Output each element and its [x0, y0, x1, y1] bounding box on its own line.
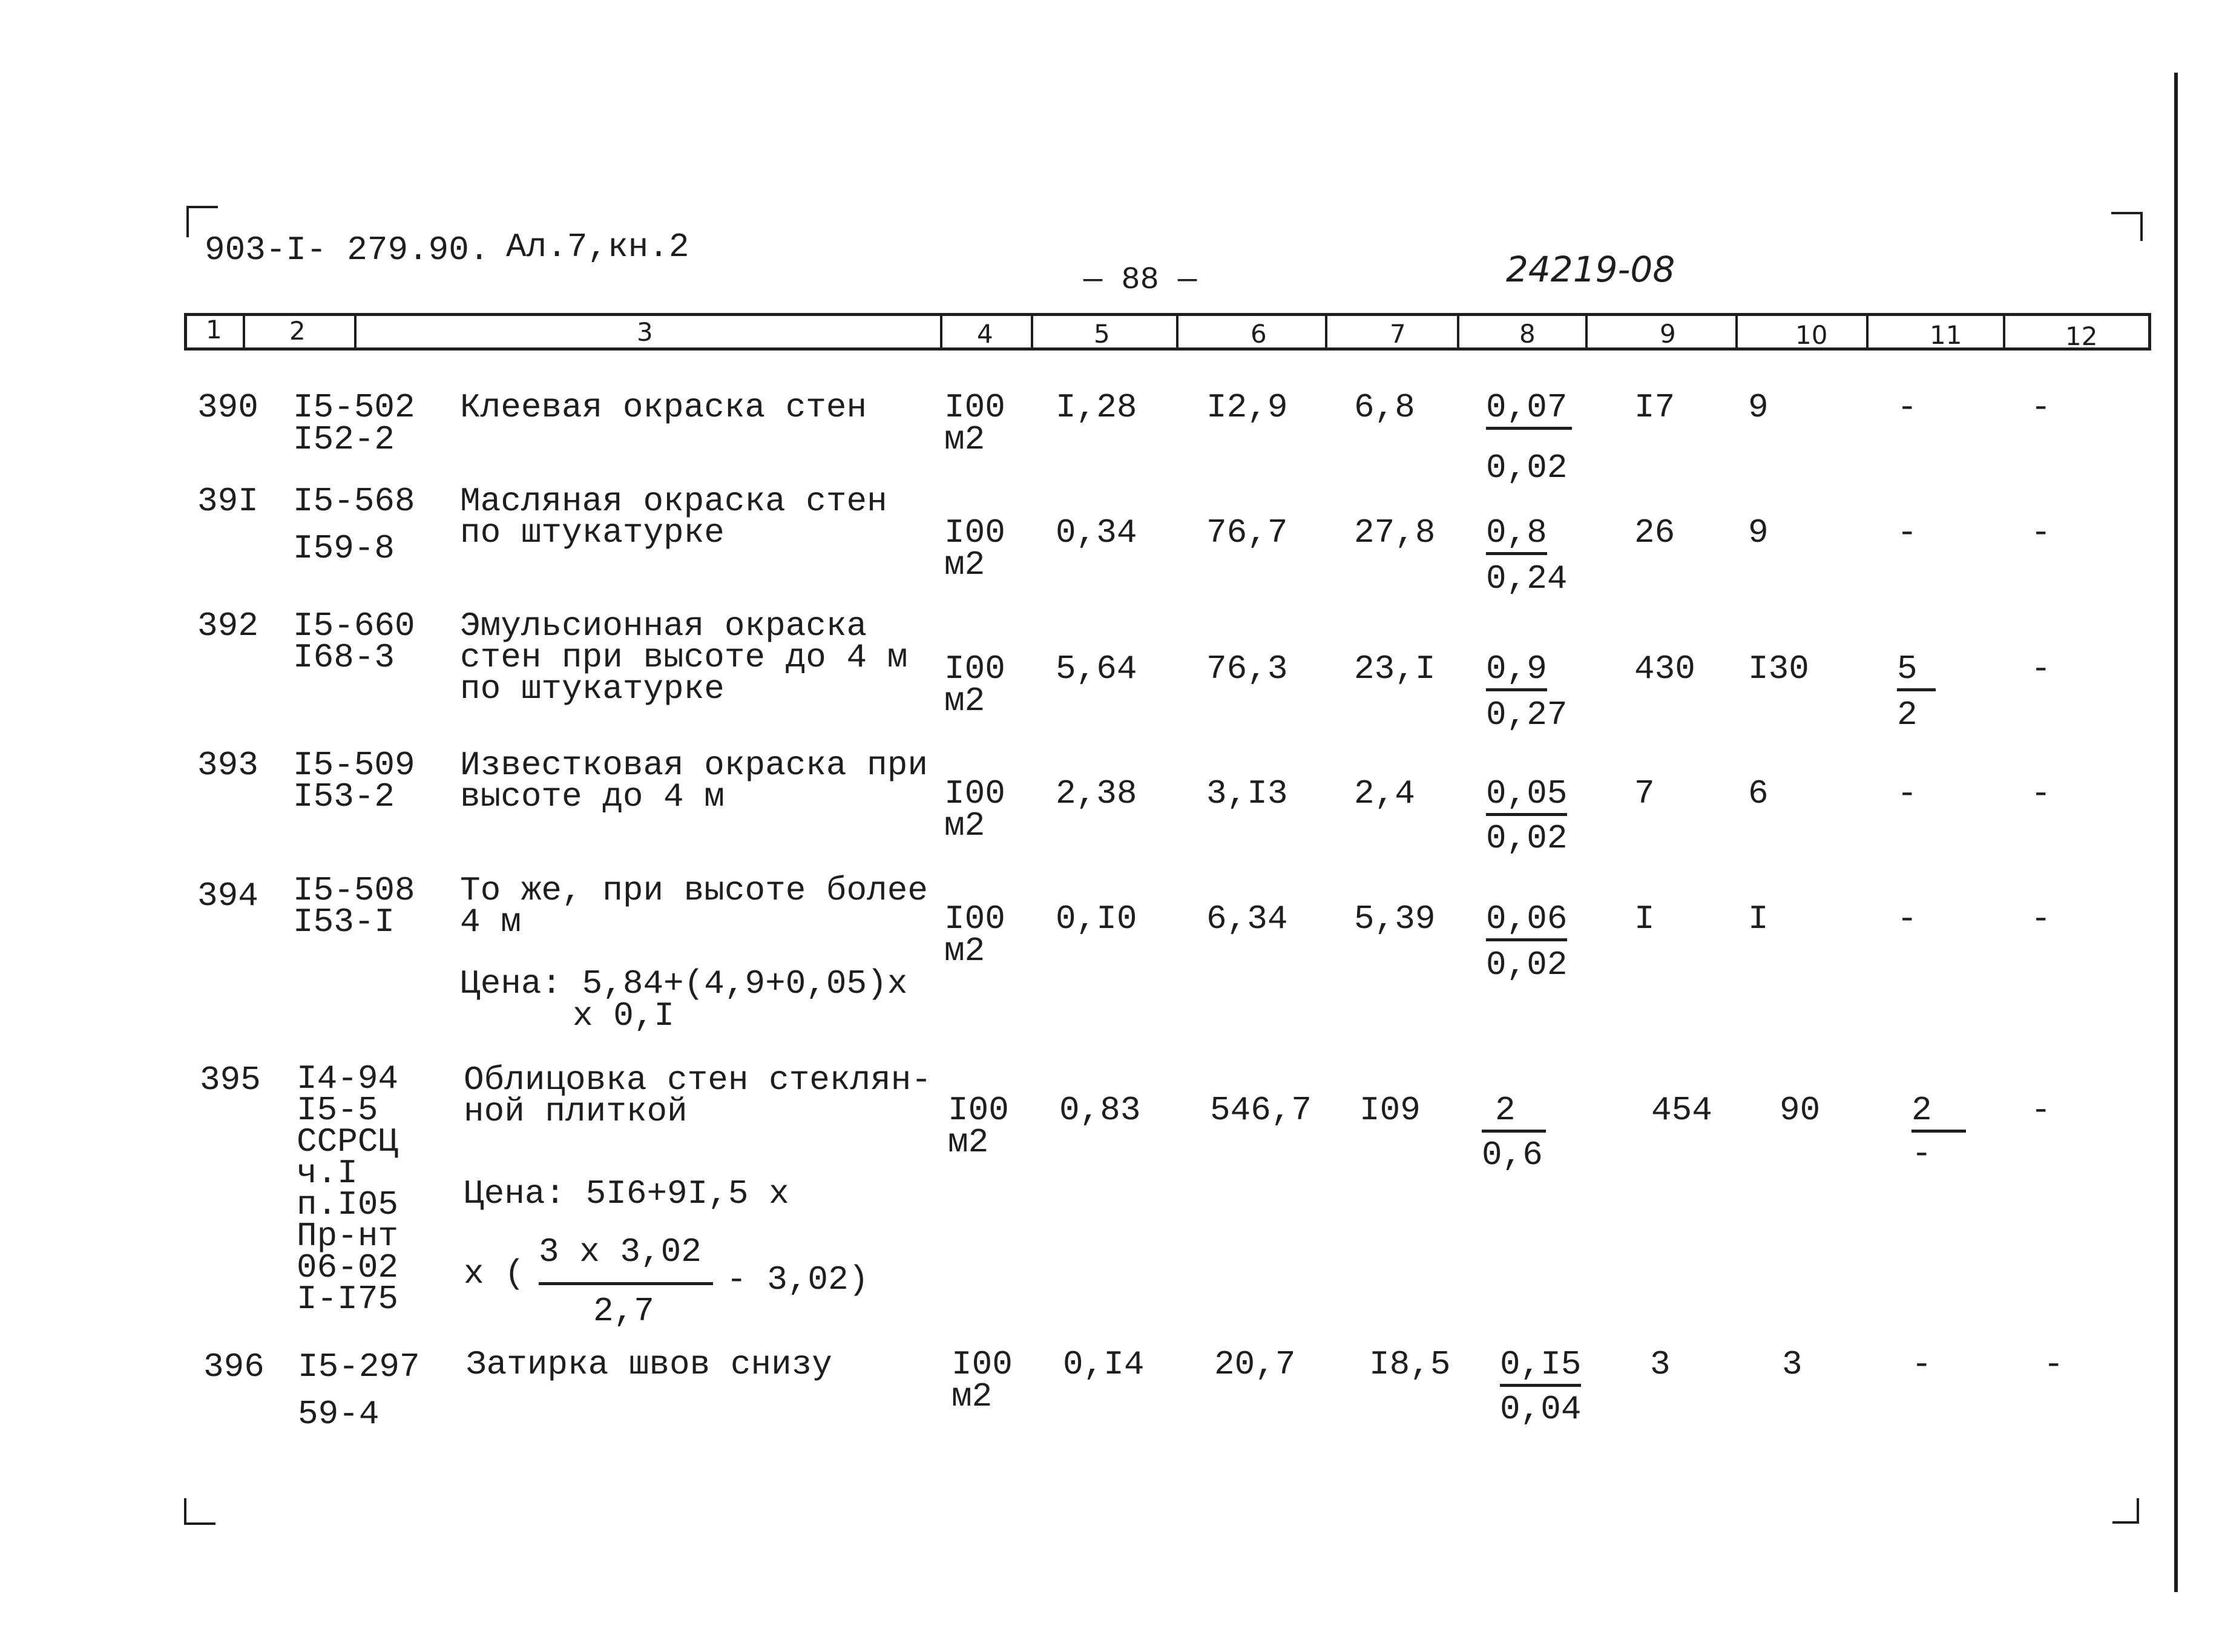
unit: I00 [944, 388, 1005, 427]
col5-value: 5,64 [1056, 650, 1137, 688]
unit: I00 [944, 900, 1005, 938]
row-number: 395 [200, 1061, 261, 1099]
col10-value: 90 [1780, 1091, 1821, 1130]
unit: I00 [952, 1345, 1013, 1384]
col12-value: - [2031, 388, 2051, 427]
unit: м2 [944, 545, 985, 584]
scan-edge-line [2174, 73, 2178, 1592]
col5-value: I,28 [1056, 388, 1137, 427]
unit: I00 [944, 774, 1005, 813]
price-formula: х ( [464, 1254, 525, 1293]
col9-value: I7 [1634, 388, 1675, 427]
page-number: — 88 — [1083, 262, 1197, 298]
norm-code: I4-94 [297, 1059, 399, 1098]
col11-value: - [1897, 388, 1918, 427]
col9-value: 7 [1634, 774, 1655, 813]
norm-code: I5-509 [293, 746, 415, 785]
col8-top: 0,8 [1486, 516, 1547, 555]
col12-value: - [2031, 650, 2051, 688]
col8-bottom: 0,27 [1486, 696, 1568, 734]
work-description: Известковая окраска при [460, 746, 928, 785]
col10-value: I30 [1748, 650, 1809, 688]
col8-bottom: 0,24 [1486, 559, 1568, 598]
norm-code: I53-2 [293, 777, 395, 816]
unit: м2 [944, 682, 985, 720]
col11-value: - [1911, 1345, 1932, 1384]
unit: I00 [948, 1091, 1009, 1130]
col10-value: 9 [1748, 513, 1769, 552]
fraction-denominator: 2,7 [593, 1292, 654, 1331]
norm-code: ССРСЦ [297, 1122, 399, 1161]
col9-value: 454 [1651, 1091, 1712, 1130]
col7-value: 6,8 [1354, 388, 1415, 427]
col8-bottom: 0,02 [1486, 946, 1568, 984]
col7-value: 2,4 [1354, 774, 1415, 813]
col6-value: 20,7 [1214, 1345, 1296, 1384]
col11-bottom: 2 [1897, 696, 1918, 734]
col8-top: 2 [1482, 1093, 1546, 1133]
norm-code: I5-508 [293, 871, 415, 910]
col12-value: - [2031, 1091, 2051, 1130]
handwritten-number: 24219-08 [1506, 249, 1675, 290]
col8-top: 0,9 [1486, 652, 1547, 691]
column-header-11: 11 [1930, 320, 1962, 350]
norm-code: I-I75 [297, 1280, 399, 1318]
col10-value: 3 [1782, 1345, 1803, 1384]
fraction-bar [539, 1282, 713, 1285]
col6-value: 76,3 [1206, 650, 1288, 688]
col12-value: - [2031, 513, 2051, 552]
unit: м2 [944, 420, 985, 459]
price-formula: - 3,02) [726, 1260, 869, 1299]
norm-code: 59-4 [298, 1395, 380, 1433]
work-description: То же, при высоте более [460, 871, 928, 910]
unit: I00 [944, 513, 1005, 552]
col7-value: 5,39 [1354, 900, 1436, 938]
norm-code: I5-660 [293, 607, 415, 645]
column-header-1: 1 [206, 315, 222, 344]
col5-value: 0,83 [1059, 1091, 1141, 1130]
norm-code: I5-568 [293, 482, 415, 521]
work-description: Клеевая окраска стен [460, 388, 867, 427]
norm-code: I52-2 [293, 420, 395, 459]
col11-top: 5 [1897, 652, 1936, 691]
col7-value: 23,I [1354, 650, 1436, 688]
norm-code: 06-02 [297, 1248, 399, 1287]
work-description: Эмульсионная окраска [460, 607, 867, 645]
work-description: Затирка швов снизу [466, 1345, 832, 1384]
work-description: высоте до 4 м [460, 777, 725, 816]
row-number: 390 [197, 388, 258, 427]
row-number: 393 [197, 746, 258, 785]
norm-code: I68-3 [293, 638, 395, 677]
column-header-4: 4 [977, 319, 993, 349]
norm-code: I59-8 [293, 529, 395, 568]
column-header-6: 6 [1251, 319, 1267, 349]
fraction-numerator: 3 х 3,02 [539, 1232, 702, 1271]
col12-value: - [2031, 900, 2051, 938]
price-formula: Цена: 5,84+(4,9+0,05)х [460, 964, 908, 1003]
col8-bottom: 0,02 [1486, 819, 1568, 858]
col6-value: 3,I3 [1206, 774, 1288, 813]
col7-value: I09 [1359, 1091, 1421, 1130]
document-code: 903-I- 279.90. [205, 231, 490, 269]
col11-value: - [1897, 900, 1918, 938]
unit: м2 [944, 806, 985, 845]
col12-value: - [2031, 774, 2051, 813]
norm-code: ч.I [297, 1154, 358, 1193]
row-number: 394 [197, 877, 258, 915]
col9-value: 430 [1634, 650, 1695, 688]
column-header-7: 7 [1390, 319, 1406, 349]
col9-value: 3 [1650, 1345, 1671, 1384]
album-reference: Ал.7,кн.2 [506, 228, 689, 266]
unit: м2 [948, 1123, 989, 1162]
col8-bottom: 0,6 [1482, 1136, 1543, 1174]
unit: м2 [944, 932, 985, 970]
price-formula: х 0,I [573, 996, 675, 1035]
row-number: 39I [197, 482, 258, 521]
col11-value: - [1897, 774, 1918, 813]
col6-value: 546,7 [1210, 1091, 1312, 1130]
work-description: по штукатурке [460, 670, 725, 708]
col5-value: 0,I0 [1056, 900, 1137, 938]
work-description: Масляная окраска стен [460, 482, 887, 521]
norm-code: I5-502 [293, 388, 415, 427]
col8-bottom: 0,04 [1500, 1390, 1582, 1429]
col5-value: 0,I4 [1063, 1345, 1145, 1384]
work-description: по штукатурке [460, 513, 725, 552]
col11-bottom: - [1911, 1134, 1932, 1173]
norm-code: п.I05 [297, 1185, 399, 1224]
col9-value: I [1634, 900, 1655, 938]
corner-mark-bottom-left [184, 1498, 215, 1525]
col8-top: 0,06 [1486, 902, 1567, 941]
col10-value: 6 [1748, 774, 1769, 813]
work-description: стен при высоте до 4 м [460, 638, 908, 677]
col11-value: - [1897, 513, 1918, 552]
col8-bottom: 0,02 [1486, 449, 1568, 487]
row-number: 392 [197, 607, 258, 645]
col6-value: I2,9 [1206, 388, 1288, 427]
column-header-12: 12 [2065, 321, 2098, 351]
work-description: Облицовка стен стеклян- [464, 1061, 932, 1099]
col7-value: 27,8 [1354, 513, 1436, 552]
column-header-row [184, 313, 2151, 350]
column-header-5: 5 [1094, 319, 1110, 349]
work-description: ной плиткой [464, 1092, 688, 1131]
norm-code: I5-5 [297, 1091, 378, 1130]
col9-value: 26 [1634, 513, 1675, 552]
row-number: 396 [203, 1348, 265, 1386]
column-header-2: 2 [289, 316, 306, 346]
col10-value: I [1748, 900, 1769, 938]
norm-code: I53-I [293, 903, 395, 941]
col5-value: 2,38 [1056, 774, 1137, 813]
corner-mark-top-right [2111, 212, 2143, 241]
col8-top: 0,I5 [1500, 1348, 1581, 1387]
col6-value: 6,34 [1206, 900, 1288, 938]
column-header-3: 3 [637, 317, 653, 347]
price-formula: Цена: 5I6+9I,5 х [464, 1174, 789, 1213]
col7-value: I8,5 [1369, 1345, 1451, 1384]
col6-value: 76,7 [1206, 513, 1288, 552]
column-header-8: 8 [1519, 319, 1536, 349]
col10-value: 9 [1748, 388, 1769, 427]
col8-top: 0,05 [1486, 777, 1567, 816]
col11-top: 2 [1911, 1093, 1966, 1133]
column-header-10: 10 [1795, 320, 1828, 350]
norm-code: I5-297 [298, 1348, 420, 1386]
col12-value: - [2043, 1345, 2064, 1384]
col8-top: 0,07 [1486, 390, 1572, 430]
unit: м2 [952, 1377, 993, 1416]
column-header-9: 9 [1660, 319, 1676, 349]
corner-mark-bottom-right [2112, 1498, 2139, 1524]
unit: I00 [944, 650, 1005, 688]
work-description: 4 м [460, 903, 521, 941]
col5-value: 0,34 [1056, 513, 1137, 552]
norm-code: Пр-нт [297, 1217, 399, 1255]
